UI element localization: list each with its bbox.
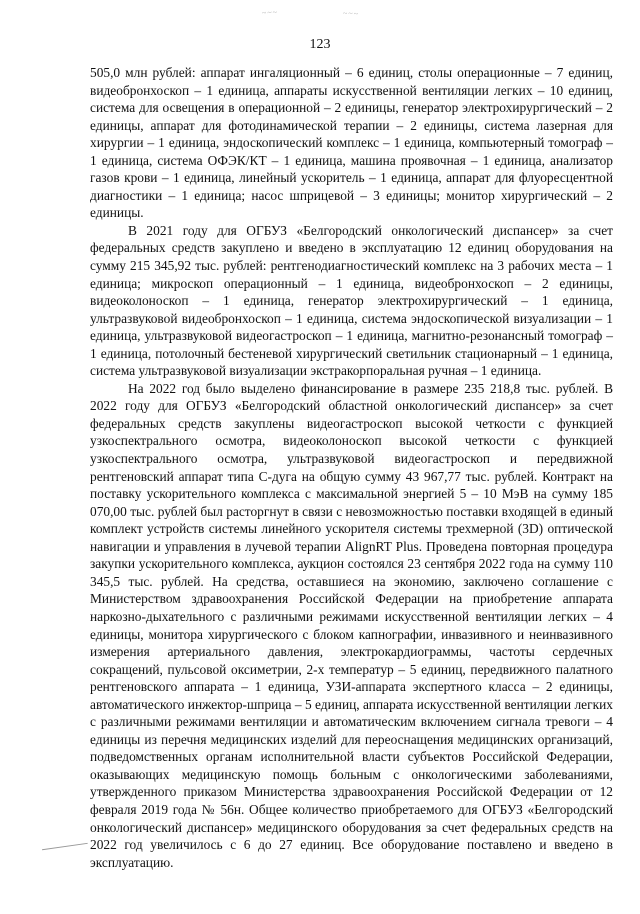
pen-mark	[42, 843, 88, 852]
scan-artifact-mark: ~~~	[342, 8, 360, 19]
document-body	[90, 64, 613, 871]
paragraph-2021-purchases: В 2021 году для ОГБУЗ «Белгородский онкологический диспансер» за счет федеральных средств закуплено и введено в эксплуатацию 12 единиц оборудования на сумму 215 345,92 тыс. рублей: рентгенодиагностический комплекс на 3 рабочих места – 1 единица; микроскоп операционный – 1 единица, видеобронхоскоп – 2 единицы, видеоколоноскоп – 1 единица, генератор электрохирургический – 1 единица, ультразвуковой видеобронхоскоп – 1 единица, система эндоскопической визуализации – 1 единица, ультразвуковой видеогастроскоп – 1 единица, магнитно-резонансный томограф – 1 единица, потолочный бестеневой хирургический светильник стационарный – 1 единица, система ультразвуковой визуализации экстракорпоральная ручная – 1 единица.	[90, 222, 613, 379]
scan-artifact-mark: ~~~	[261, 7, 279, 18]
page-number: 123	[309, 37, 331, 52]
paragraph-2022-financing: На 2022 год было выделено финансирование в размере 235 218,8 тыс. рублей. В 2022 году для ОГБУЗ «Белгородский областной онкологический диспансер» за счет федеральных средств закуплены видеогастроскоп высокой четкости с функцией узкоспектрального осмотра, видеоколоноскоп высокой четкости с функцией узкоспектрального осмотра, ультразвуковой видеогастроскоп и передвижной рентгеновский аппарат типа С-дуга на общую сумму 43 967,77 тыс. рублей. Контракт на поставку ускорительного комплекса с максимальной энергией 5 – 10 МэВ на сумму 185 070,00 тыс. рублей был расторгнут в связи с невозможностью поставки входящей в единый комплект устройств системы линейного ускорителя системы трехмерной (3D) оптической навигации и управления в лучевой терапии AlignRT Plus. Проведена повторная процедура закупки ускорительного комплекса, аукцион состоялся 23 сентября 2022 года на сумму 110 345,5 тыс. рублей. На средства, оставшиеся на экономию, заключено соглашение с Министерством здравоохранения Российской Федерации на приобретение аппарата наркозно-дыхательного с различными режимами искусственной вентиляции легких – 4 единицы, монитора хирургического с блоком капнографии, инвазивного и неинвазивного измерения артериального давления, электрокардиограммы, частоты сердечных сокращений, пульсовой оксиметрии, 2-х температур – 5 единиц, передвижного палатного рентгеновского аппарата – 1 единица, УЗИ-аппарата экспертного класса – 2 единицы, автоматического инжектор-шприца – 5 единиц, аппарата искусственной вентиляции легких с различными режимами вентиляции и автоматическим включением сигнала тревоги – 4 единицы из перечня медицинских изделий для переоснащения медицинских организаций, подведомственных органам исполнительной власти субъектов Российской Федерации, оказывающих медицинскую помощь больным с онкологическими заболеваниями, утвержденного приказом Министерства здравоохранения Российской Федерации от 12 февраля 2019 года № 56н. Общее количество приобретаемого для ОГБУЗ «Белгородский онкологический диспансер» медицинского оборудования за счет федеральных средств на 2022 год увеличилось с 6 до 27 единиц. Все оборудование поставлено и введено в эксплуатацию.	[90, 380, 613, 870]
paragraph-continuation: 505,0 млн рублей: аппарат ингаляционный – 6 единиц, столы операционные – 7 единиц, видеобронхоскоп – 1 единица, аппараты искусственной вентиляции легких – 10 единиц, система для освещения в операционной – 2 единицы, генератор электрохирургический – 2 единицы, аппарат для фотодинамической терапии – 2 единицы, система лазерная для хирургии – 1 единица, эндоскопический комплекс – 1 единица, компьютерный томограф – 1 единица, система ОФЭК/КТ – 1 единица, машина проявочная – 1 единица, анализатор газов крови – 1 единица, линейный ускоритель – 1 единица, аппарат для флуоресцентной диагностики – 1 единица; насос шприцевой – 3 единицы; монитор хирургический – 2 единицы.	[90, 65, 613, 221]
